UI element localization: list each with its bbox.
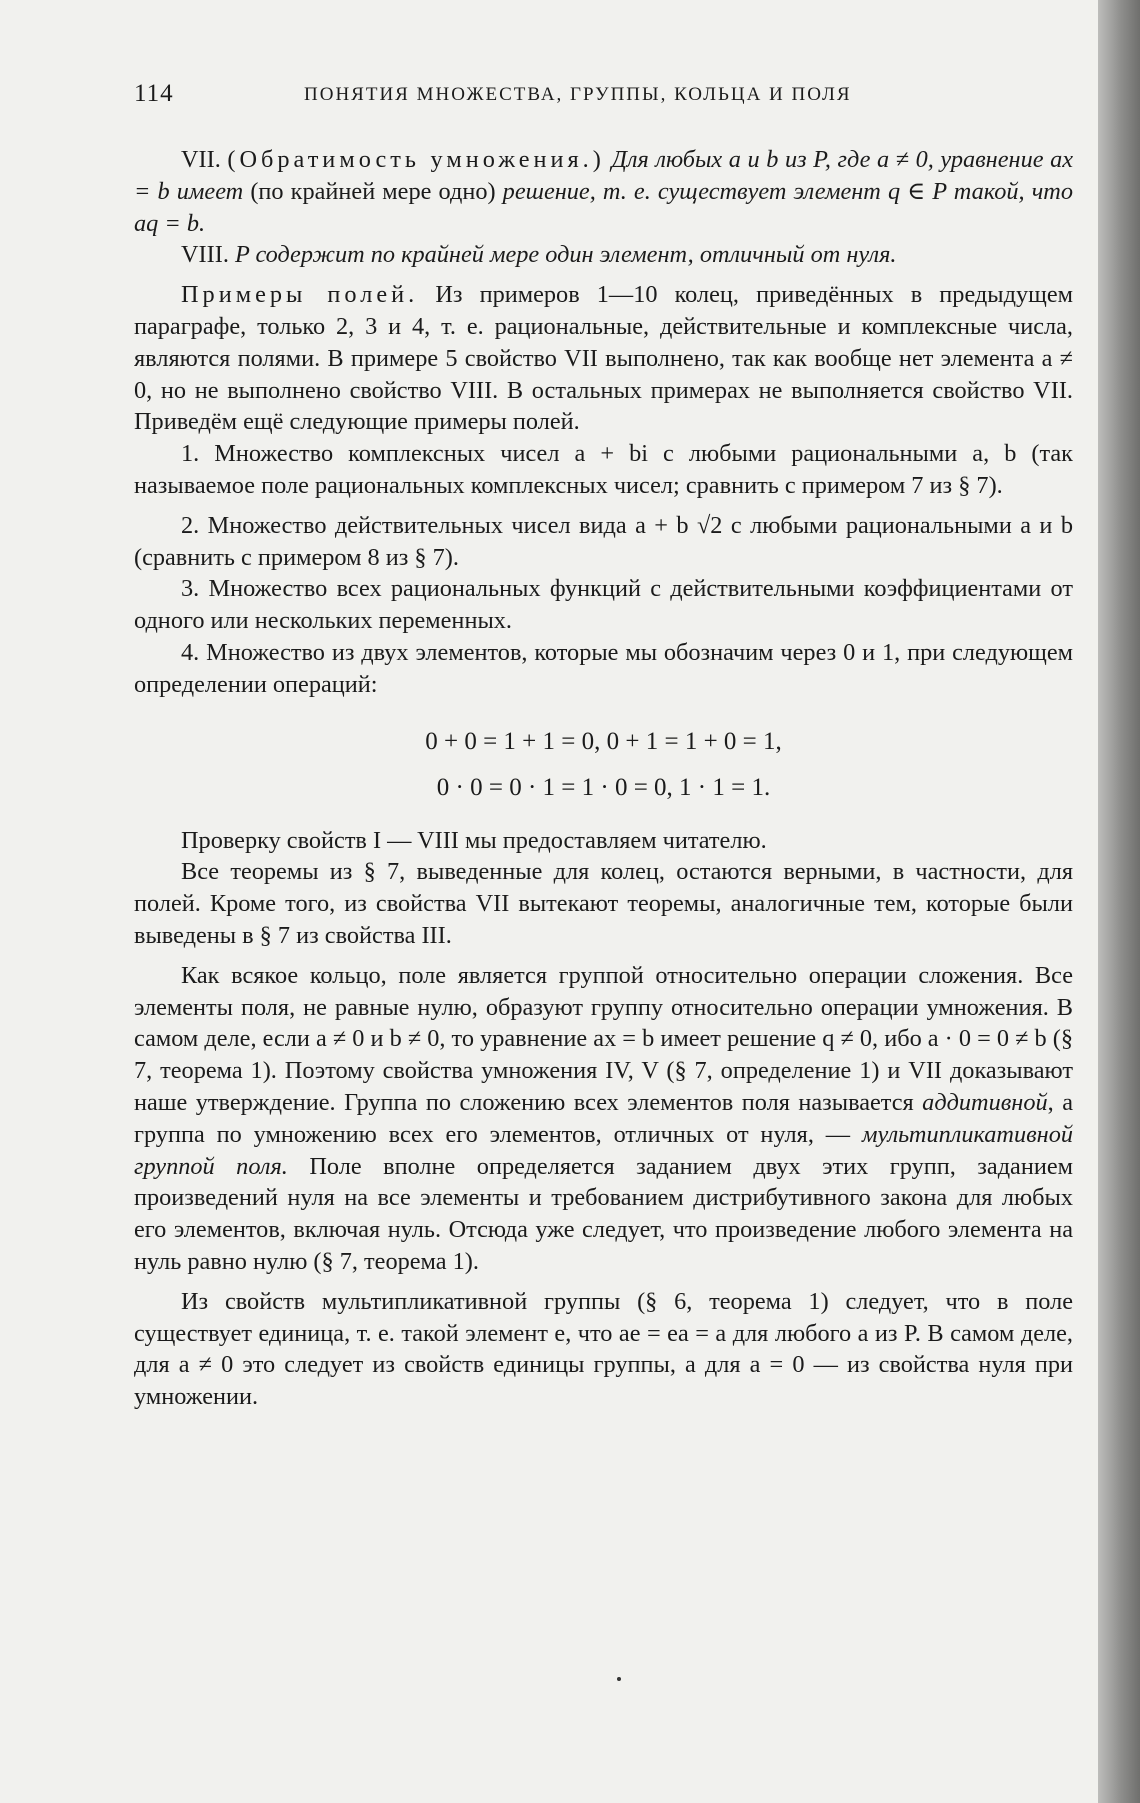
axiom-7-title: (Обратимость умножения.) xyxy=(227,146,605,173)
print-speck xyxy=(617,1677,621,1681)
page-number: 114 xyxy=(134,80,174,107)
axiom-7-tail: решение, т. е. существует элемент q ∈ P такой, что aq = b. xyxy=(134,177,1073,237)
axiom-8 xyxy=(134,239,1073,271)
operation-table-formula xyxy=(134,719,1073,811)
examples-intro xyxy=(134,279,1073,438)
group-paragraph-part-3: Поле вполне определяется заданием двух этих групп, заданием произведений нуля на все элементы и требованием дистрибутивного закона для любых его элементов, включая нуль. Отсюда уже следует, что произведение любого элемента на нуль равно нулю (§ 7, теорема 1). xyxy=(134,1152,1073,1275)
axiom-7-note: (по крайней мере одно) xyxy=(250,177,496,205)
group-paragraph-part-2: , а группа по умножению всех его элементов, отличных от нуля, — xyxy=(134,1088,1073,1148)
formula-line-multiplication: 0 · 0 = 0 · 1 = 1 · 0 = 0, 1 · 1 = 1. xyxy=(436,773,771,801)
examples-intro-text: Из примеров 1—10 колец, приведённых в предыдущем параграфе, только 2, 3 и 4, т. е. рациональные, действительные и комплексные числа, являются полями. В примере 5 свойство VII выполнено, так как вообще нет элемента a ≠ 0, но не выполнено свойство VIII. В остальных примерах не выполняется свойство VII. Приведём ещё следующие примеры полей. xyxy=(134,281,1073,436)
axiom-8-text: P содержит по крайней мере один элемент, отличный от нуля. xyxy=(234,241,897,269)
page-body xyxy=(134,144,1073,1413)
axiom-7-number: VII. xyxy=(181,146,221,173)
verification-note: Проверку свойств I — VIII мы предоставляем читателю. xyxy=(181,826,767,854)
example-item: 4. Множество из двух элементов, которые мы обозначим через 0 и 1, при следующем определении операций: xyxy=(134,638,1073,698)
unit-paragraph: Из свойств мультипликативной группы (§ 6, теорема 1) следует, что в поле существует единица, т. е. такой элемент e, что ae = ea = a для любого a из P. В самом деле, для a ≠ 0 это следует из свойств единицы группы, а для a = 0 — из свойства нуля при умножении. xyxy=(134,1287,1073,1411)
examples-heading: Примеры полей. xyxy=(181,281,419,309)
running-title: ПОНЯТИЯ МНОЖЕСТВА, ГРУППЫ, КОЛЬЦА И ПОЛЯ xyxy=(304,84,852,105)
term-multiplicative: мультипликативной группой поля. xyxy=(134,1120,1073,1180)
term-additive: аддитивной xyxy=(922,1088,1048,1116)
page-header xyxy=(134,80,1073,112)
example-item: 3. Множество всех рациональных функций с действительными коэффициентами от одного или нескольких переменных. xyxy=(134,575,1073,635)
group-paragraph-part-1: Как всякое кольцо, поле является группой относительно операции сложения. Все элементы поля, не равные нулю, образуют группу относительно операции умножения. В самом деле, если a ≠ 0 и b ≠ 0, то уравнение ax = b имеет решение q ≠ 0, ибо a · 0 = 0 ≠ b (§ 7, теорема 1). Поэтому свойства умножения IV, V (§ 7, определение 1) и VII доказывают наше утверждение. Группа по сложению всех элементов поля называется xyxy=(134,961,1073,1116)
theorems-paragraph: Все теоремы из § 7, выведенные для колец, остаются верными, в частности, для полей. Кроме того, из свойства VII вытекают теоремы, аналогичные тем, которые были выведены в § 7 из свойства III. xyxy=(134,858,1073,949)
example-item: 1. Множество комплексных чисел a + bi с любыми рациональными a, b (так называемое поле рациональных комплексных чисел; сравнить с примером 7 из § 7). xyxy=(134,440,1073,499)
example-item: 2. Множество действительных чисел вида a + b √2 с любыми рациональными a и b (сравнить с примером 8 из § 7). xyxy=(134,511,1073,571)
axiom-7-text: Для любых a и b из P, где a ≠ 0, уравнение ax = b имеет xyxy=(134,146,1074,205)
formula-line-addition: 0 + 0 = 1 + 1 = 0, 0 + 1 = 1 + 0 = 1, xyxy=(425,727,782,755)
axiom-8-number: VIII. xyxy=(181,241,229,269)
group-paragraph xyxy=(134,960,1073,1278)
axiom-7 xyxy=(134,144,1073,239)
scan-page-edge xyxy=(1098,0,1140,1803)
